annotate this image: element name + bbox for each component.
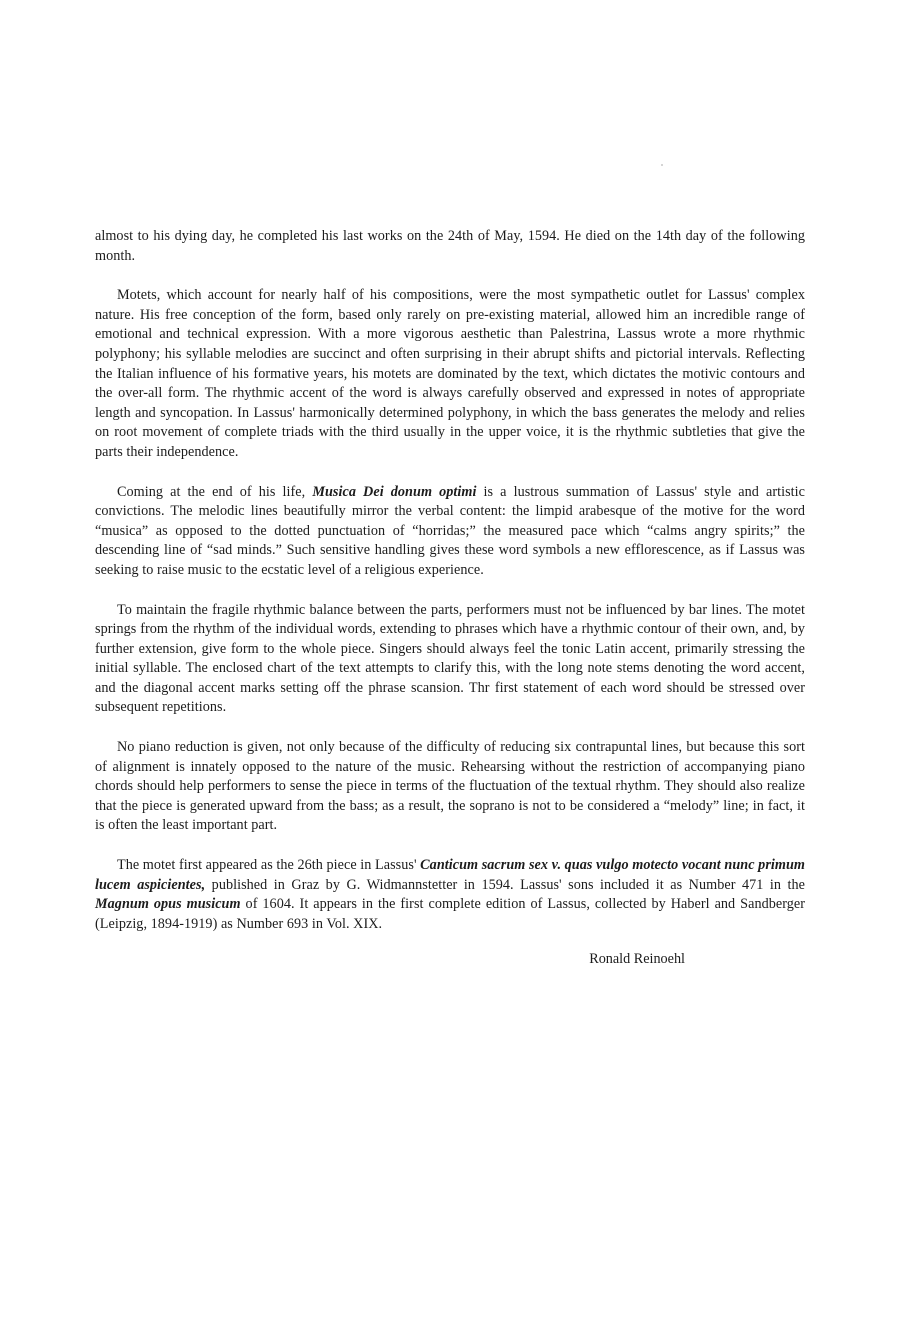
work-title-canticum-sacrum: Canticum sacrum sex v. quas vulgo motecto vocant nunc primum lucem aspicientes, bbox=[95, 857, 805, 893]
work-title-musica-dei: Musica Dei donum optimi bbox=[312, 483, 477, 500]
document-page bbox=[95, 227, 805, 970]
text-segment: No piano reduction is given, not only because of the difficulty of reducing six contrapuntal lines, but because this sort of alignment is innately opposed to the nature of the music. Rehearsing without the restriction of accompanying piano chords should help performers to sense the piece in terms of the fluctuation of the textual rhythm. They should also realize that the piece is generated upward from the bass; as a result, the soprano is not to be considered a “melody” line; in fact, it is often the least important part. bbox=[95, 739, 805, 834]
text-segment: is a lustrous summation of Lassus' style and artistic convictions. The melodic lines beautifully mirror the verbal content: the limpid arabesque of the motive for the word “musica” as opposed to the dotted punctuation of “horridas;” the measured pace which “calms angry spirits;” the descending line of “sad minds.” Such sensitive handling gives these word symbols a new efflorescence, as if Lassus was seeking to raise music to the ecstatic level of a religious experience. bbox=[95, 483, 806, 578]
work-title-magnum-opus: Magnum opus musicum bbox=[95, 896, 241, 913]
text-segment: Coming at the end of his life, bbox=[117, 483, 313, 500]
author-signature: Ronald Reinoehl bbox=[589, 951, 685, 968]
text-segment: To maintain the fragile rhythmic balance between the parts, performers must not be influenced by bar lines. The motet springs from the rhythm of the individual words, extending to phrases which have a rhythmic contour of their own, and, by further extension, give form to the whole piece. Singers should always feel the tonic Latin accent, primarily stressing the initial syllable. The enclosed chart of the text attempts to clarify this, with the long note stems denoting the word accent, and the diagonal accent marks setting off the phrase scansion. Thr first statement of each word should be stressed over subsequent repetitions. bbox=[95, 601, 805, 716]
text-segment: published in Graz by G. Widmannstetter in 1594. Lassus' sons included it as Number 471 in the bbox=[205, 876, 805, 893]
paragraph-publication-history bbox=[95, 856, 805, 934]
text-segment: almost to his dying day, he completed his last works on the 24th of May, 1594. He died on the 14th day of the following month. bbox=[95, 228, 805, 264]
text-segment: Motets, which account for nearly half of his compositions, were the most sympathetic outlet for Lassus' complex nature. His free conception of the form, based only rarely on pre-existing material, allowed him an incredible range of emotional and technical expression. With a more vigorous aesthetic than Palestrina, Lassus wrote a more rhythmic polyphony; his syllable melodies are succinct and often surprising in their abrupt shifts and pictorial intervals. Reflecting the Italian influence of his formative years, his motets are dominated by the text, which dictates the motivic contours and the over-all form. The rhythmic accent of the word is always carefully observed and expressed in notes of appropriate length and syncopation. In Lassus' harmonically determined polyphony, in which the bass generates the melody and relies on root movement of complete triads with the third usually in the upper voice, it is the rhythmic subtleties that give the parts their independence. bbox=[95, 287, 805, 460]
paragraph-death-date bbox=[95, 227, 805, 266]
text-segment: The motet first appeared as the 26th piece in Lassus' bbox=[117, 857, 421, 874]
paragraph-piano-reduction bbox=[95, 738, 805, 836]
text-segment: of 1604. It appears in the first complete edition of Lassus, collected by Haberl and Sandberger (Leipzig, 1894-1919) as Number 693 in Vol. XIX. bbox=[95, 896, 805, 932]
paragraph-motets bbox=[95, 286, 805, 462]
paragraph-musica-dei bbox=[95, 483, 805, 581]
scan-speck bbox=[661, 164, 663, 166]
paragraph-rhythmic-balance bbox=[95, 601, 805, 719]
